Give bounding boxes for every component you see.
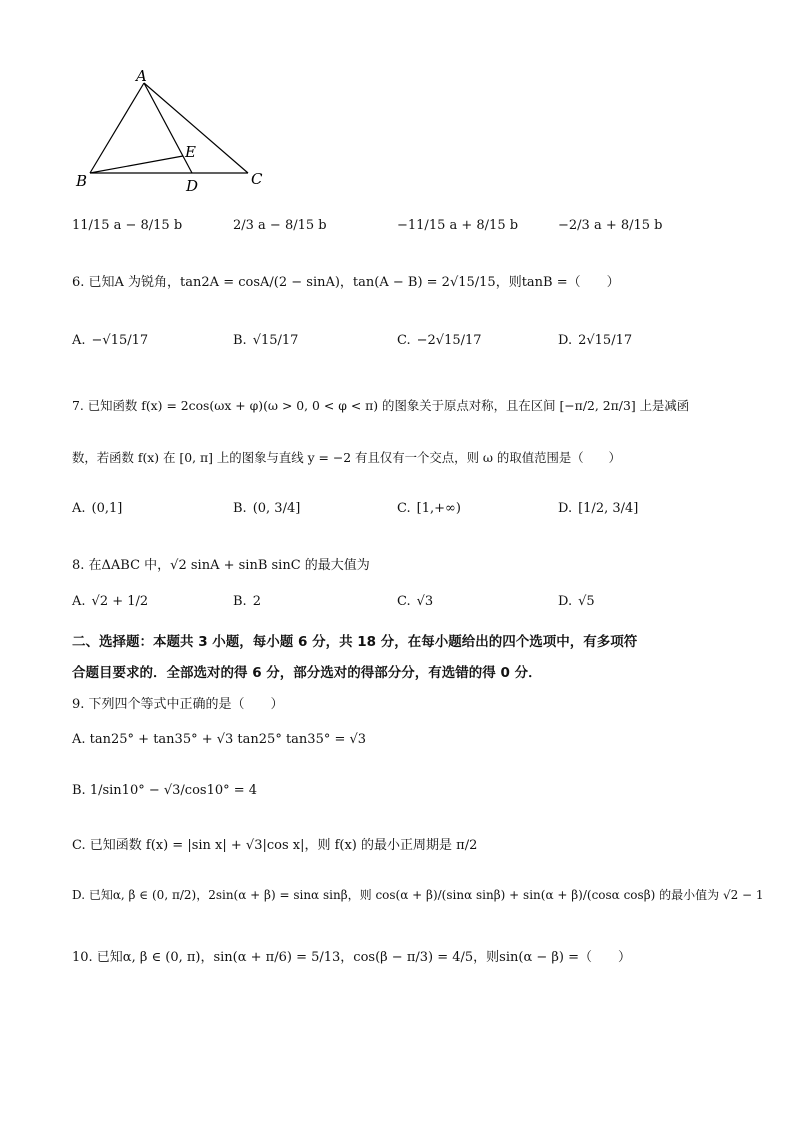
q5-option-a[interactable] (72, 218, 182, 233)
q8-option-a[interactable] (72, 594, 148, 609)
option-text: −2√15/17 (416, 333, 482, 348)
q6-option-a[interactable] (72, 333, 148, 348)
option-text: √15/17 (252, 333, 299, 348)
option-label: A. (72, 594, 86, 609)
option-text: −11/15 a + 8/15 b (397, 218, 519, 233)
option-text: (0,1] (91, 501, 123, 516)
option-text: √2 + 1/2 (91, 594, 149, 609)
label-C: C (251, 170, 263, 188)
q9-option-c[interactable]: C. 已知函数 f(x) = |sin x| + √3|cos x|，则 f(x) 的最小正周期是 π/2 (72, 838, 478, 853)
option-label: D. (558, 501, 573, 516)
label-B: B (76, 172, 88, 190)
triangle-figure (70, 68, 280, 198)
q7-stem-line2: 数，若函数 f(x) 在 [0, π] 上的图象与直线 y = −2 有且仅有一个交点，则 ω 的取值范围是（ ） (72, 450, 621, 465)
q8-option-b[interactable] (233, 594, 261, 609)
q6-option-c[interactable] (397, 333, 482, 348)
option-label: A. (72, 501, 86, 516)
option-text: √3 (416, 594, 434, 609)
q8-stem: 8. 在ΔABC 中，√2 sinA + sinB sinC 的最大值为 (72, 558, 370, 573)
option-label: B. (233, 594, 247, 609)
q7-stem-line1: 7. 已知函数 f(x) = 2cos(ωx + φ)(ω > 0, 0 < φ < π) 的图象关于原点对称，且在区间 [−π/2, 2π/3] 上是减函 (72, 398, 690, 413)
q5-option-d[interactable] (558, 218, 663, 233)
q10-stem: 10. 已知α, β ∈ (0, π)，sin(α + π/6) = 5/13，cos(β − π/3) = 4/5，则sin(α − β) =（ ） (72, 950, 631, 965)
q6-stem: 6. 已知A 为锐角，tan2A = cosA/(2 − sinA)，tan(A − B) = 2√15/15，则tanB =（ ） (72, 275, 620, 290)
option-label: A. (72, 333, 86, 348)
q5-option-b[interactable] (233, 218, 327, 233)
option-text: 2√15/17 (578, 333, 633, 348)
q7-option-c[interactable] (397, 501, 461, 516)
q7-option-d[interactable] (558, 501, 638, 516)
q5-option-c[interactable] (397, 218, 518, 233)
option-label: C. (397, 501, 411, 516)
q7-option-b[interactable] (233, 501, 300, 516)
option-text: √5 (578, 594, 595, 609)
label-D: D (186, 177, 199, 195)
q9-stem: 9. 下列四个等式中正确的是（ ） (72, 697, 284, 712)
q8-option-d[interactable] (558, 594, 595, 609)
option-text: [1,+∞) (416, 501, 461, 516)
option-text: −√15/17 (91, 333, 149, 348)
option-text: −2/3 a + 8/15 b (558, 218, 663, 233)
option-label: D. (558, 333, 573, 348)
triangle-diagram (70, 68, 280, 198)
q7-option-a[interactable] (72, 501, 122, 516)
section2-heading-line1: 二、选择题：本题共 3 小题，每小题 6 分，共 18 分，在每小题给出的四个选项中，有多项符 (72, 634, 638, 650)
q9-option-a[interactable]: A. tan25° + tan35° + √3 tan25° tan35° = √3 (72, 732, 367, 747)
option-text: (0, 3/4] (252, 501, 301, 516)
q6-option-b[interactable] (233, 333, 298, 348)
q8-option-c[interactable] (397, 594, 433, 609)
q9-option-b[interactable]: B. 1/sin10° − √3/cos10° = 4 (72, 783, 258, 798)
label-E: E (185, 143, 196, 161)
label-A: A (136, 68, 147, 85)
q6-option-d[interactable] (558, 333, 632, 348)
option-text: [1/2, 3/4] (578, 501, 639, 516)
option-label: B. (233, 501, 247, 516)
option-label: C. (397, 333, 411, 348)
option-label: C. (397, 594, 411, 609)
option-text: 2 (252, 594, 261, 609)
option-text: 11/15 a − 8/15 b (72, 218, 183, 233)
option-label: D. (558, 594, 573, 609)
q9-option-d[interactable]: D. 已知α, β ∈ (0, π/2)，2sin(α + β) = sinα sinβ，则 cos(α + β)/(sinα sinβ) + sin(α + β)/(cosα cosβ) 的最小值为 √2 − 1 (72, 888, 764, 902)
option-label: B. (233, 333, 247, 348)
option-text: 2/3 a − 8/15 b (233, 218, 327, 233)
section2-heading-line2: 合题目要求的．全部选对的得 6 分，部分选对的得部分分，有选错的得 0 分． (72, 665, 542, 681)
